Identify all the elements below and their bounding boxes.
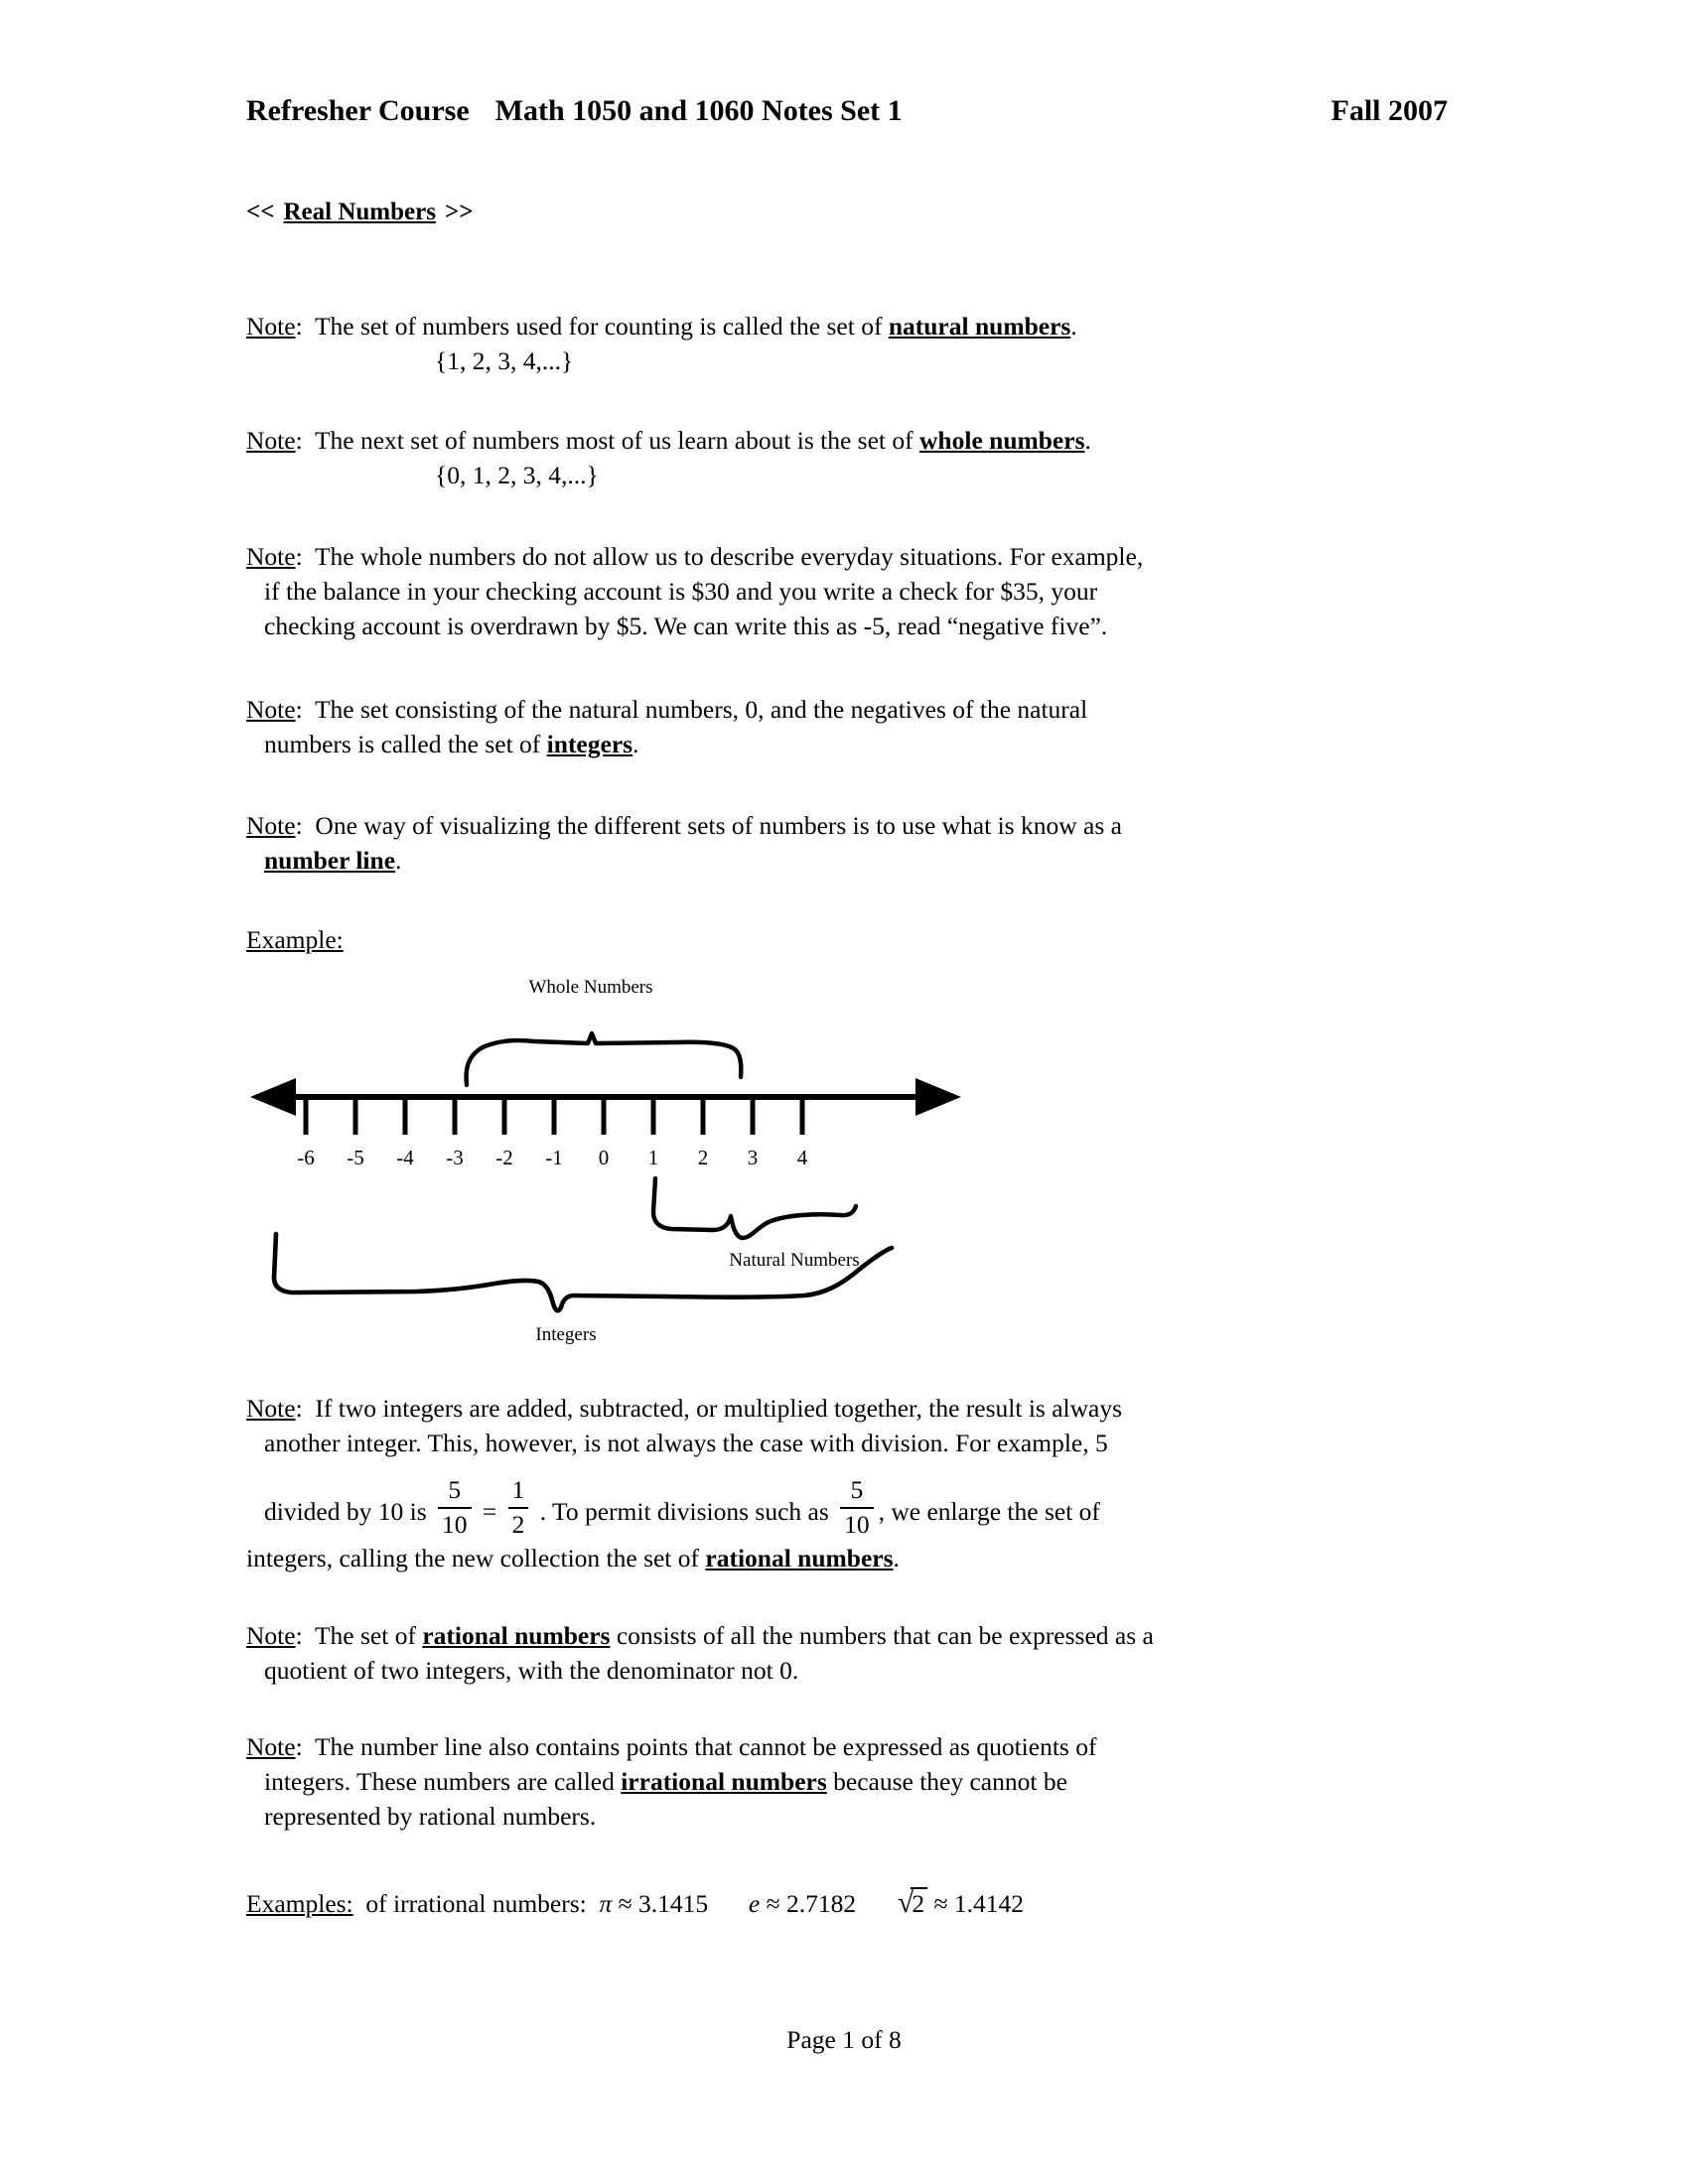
fraction-denominator: 2 [511, 1510, 525, 1540]
examples-intro: of irrational numbers: [365, 1889, 587, 1918]
note-5-line-2 [264, 846, 401, 876]
radical-sign: √ [897, 1886, 914, 1919]
example-label [246, 925, 344, 955]
header-term: Fall 2007 [1331, 94, 1448, 127]
note-4-text-1: The set consisting of the natural numbers, 0, and the negatives of the natural [314, 695, 1088, 724]
tick-label: 4 [796, 1146, 808, 1169]
note-8-line-2 [264, 1767, 1067, 1797]
note-6-text-d: integers, calling the new collection the set of [246, 1544, 706, 1572]
svg-text:Whole Numbers: Whole Numbers [528, 977, 653, 998]
note-6-text-e: . [893, 1544, 900, 1572]
note-8-line-3: represented by rational numbers. [264, 1802, 597, 1831]
note-colon: : [295, 542, 303, 571]
page-number-text: Page 1 of 8 [786, 2025, 902, 2054]
sqrt-approx-value: ≈ 1.4142 [933, 1889, 1024, 1918]
pi-approx-value: ≈ 3.1415 [618, 1889, 709, 1918]
examples-irrational-line [246, 1886, 1024, 1920]
note-3-line-3: checking account is overdrawn by $5. We can write this as -5, read “negative five”. [264, 612, 1108, 640]
fraction-numerator: 5 [448, 1475, 462, 1504]
page-footer [0, 2025, 1688, 2055]
note-3-line-2: if the balance in your checking account is $30 and you write a check for $35, your [264, 577, 1098, 606]
note-colon: : [295, 312, 303, 341]
note-7-text-a: The set of [314, 1621, 423, 1650]
section-open-bracket: << [246, 199, 275, 225]
tick-label: -1 [545, 1146, 563, 1169]
header-course: Refresher Course [246, 94, 470, 127]
note-4-line-1 [246, 695, 1087, 725]
term-natural-numbers: natural numbers [888, 312, 1071, 341]
note-label: Note [246, 542, 296, 571]
e-approx-value: ≈ 2.7182 [766, 1889, 857, 1918]
tick-label: 0 [598, 1146, 610, 1169]
fraction-bar [840, 1505, 874, 1509]
tick-label: 2 [697, 1146, 709, 1169]
tick-label: -4 [396, 1146, 414, 1169]
fraction-five-tenths-2 [838, 1476, 876, 1538]
term-irrational-numbers: irrational numbers [621, 1767, 827, 1796]
note-4-line-2 [264, 730, 638, 759]
note-8-line-1 [246, 1732, 1096, 1762]
note-1-line-1 [246, 312, 1077, 341]
note-8-text-b: because they cannot be [826, 1767, 1067, 1796]
note-6-text-b: . To permit divisions such as [539, 1496, 829, 1526]
tick-label: -2 [495, 1146, 513, 1169]
note-6-text-c: , we enlarge the set of [878, 1496, 1100, 1526]
note-label: Note [246, 426, 296, 455]
section-close-bracket: >> [444, 199, 474, 225]
note-5-text-1: One way of visualizing the different sets of numbers is to use what is know as a [315, 811, 1122, 840]
term-whole-numbers: whole numbers [919, 426, 1085, 455]
note-7-text-b: consists of all the numbers that can be expressed as a [610, 1621, 1154, 1650]
note-6-text-1: If two integers are added, subtracted, or multiplied together, the result is always [315, 1394, 1123, 1423]
note-colon: : [295, 426, 303, 455]
note-5-text-b: . [395, 846, 402, 875]
note-colon: : [295, 1621, 303, 1650]
fraction-denominator: 10 [442, 1510, 468, 1540]
header-title: Math 1050 and 1060 Notes Set 1 [494, 94, 903, 127]
tick-label: 3 [747, 1146, 759, 1169]
note-2-line-1 [246, 426, 1091, 456]
note-1-text-b: . [1070, 312, 1077, 341]
term-rational-numbers: rational numbers [705, 1544, 894, 1572]
pi-symbol: π [599, 1889, 613, 1918]
term-rational-numbers: rational numbers [422, 1621, 611, 1650]
note-colon: : [295, 1394, 303, 1423]
note-8-text-1: The number line also contains points that cannot be expressed as quotients of [314, 1732, 1097, 1761]
note-3-line-1 [246, 542, 1143, 572]
note-7-line-2: quotient of two integers, with the denominator not 0. [264, 1656, 799, 1685]
page-header [246, 94, 1448, 128]
note-5-line-1 [246, 811, 1122, 841]
term-number-line: number line [264, 846, 396, 875]
note-label: Note [246, 312, 296, 341]
note-2-text-b: . [1084, 426, 1091, 455]
note-colon: : [295, 695, 303, 724]
note-2-text-a: The next set of numbers most of us learn about is the set of [314, 426, 920, 455]
note-label: Note [246, 811, 296, 840]
note-3-text-1: The whole numbers do not allow us to describe everyday situations. For example, [314, 542, 1144, 571]
note-label: Note [246, 1394, 296, 1423]
section-title-text: Real Numbers [283, 199, 436, 225]
note-2-set: {0, 1, 2, 3, 4,...} [435, 461, 599, 489]
note-colon: : [295, 1732, 303, 1761]
note-7-line-1 [246, 1621, 1154, 1651]
equals-sign: = [482, 1496, 497, 1526]
note-4-text-a: numbers is called the set of [264, 730, 547, 758]
radicand: 2 [911, 1887, 927, 1918]
tick-label: -6 [297, 1146, 315, 1169]
square-root-of-two [895, 1886, 927, 1920]
note-6-line-2: another integer. This, however, is not always the case with division. For example, 5 [264, 1429, 1108, 1457]
fraction-numerator: 1 [511, 1475, 525, 1504]
fraction-five-tenths [436, 1476, 474, 1538]
note-6-line-1 [246, 1394, 1122, 1424]
note-4-text-b: . [633, 730, 639, 758]
fraction-bar [508, 1505, 529, 1509]
note-1-set: {1, 2, 3, 4,...} [435, 346, 574, 375]
note-6-text-a: divided by 10 is [264, 1496, 427, 1526]
note-1-text-a: The set of numbers used for counting is called the set of [314, 312, 889, 341]
fraction-one-half [506, 1476, 531, 1538]
svg-text:Natural Numbers: Natural Numbers [729, 1250, 860, 1271]
tick-label: -3 [446, 1146, 464, 1169]
tick-label: -5 [347, 1146, 364, 1169]
note-label: Note [246, 1621, 296, 1650]
e-symbol: e [748, 1889, 761, 1918]
note-8-text-a: integers. These numbers are called [264, 1767, 622, 1796]
fraction-bar [438, 1505, 472, 1509]
fraction-numerator: 5 [850, 1475, 864, 1504]
section-title [246, 199, 473, 226]
number-line-figure [238, 968, 973, 1345]
term-integers: integers [546, 730, 633, 758]
examples-label: Examples: [246, 1889, 353, 1918]
fraction-denominator: 10 [844, 1510, 870, 1540]
tick-label: 1 [647, 1146, 659, 1169]
note-6-line-4 [246, 1544, 900, 1573]
example-label-text: Example: [246, 925, 344, 954]
svg-text:Integers: Integers [535, 1324, 597, 1345]
note-colon: : [295, 811, 303, 840]
note-label: Note [246, 695, 296, 724]
note-6-line-3 [264, 1476, 1100, 1538]
note-label: Note [246, 1732, 296, 1761]
